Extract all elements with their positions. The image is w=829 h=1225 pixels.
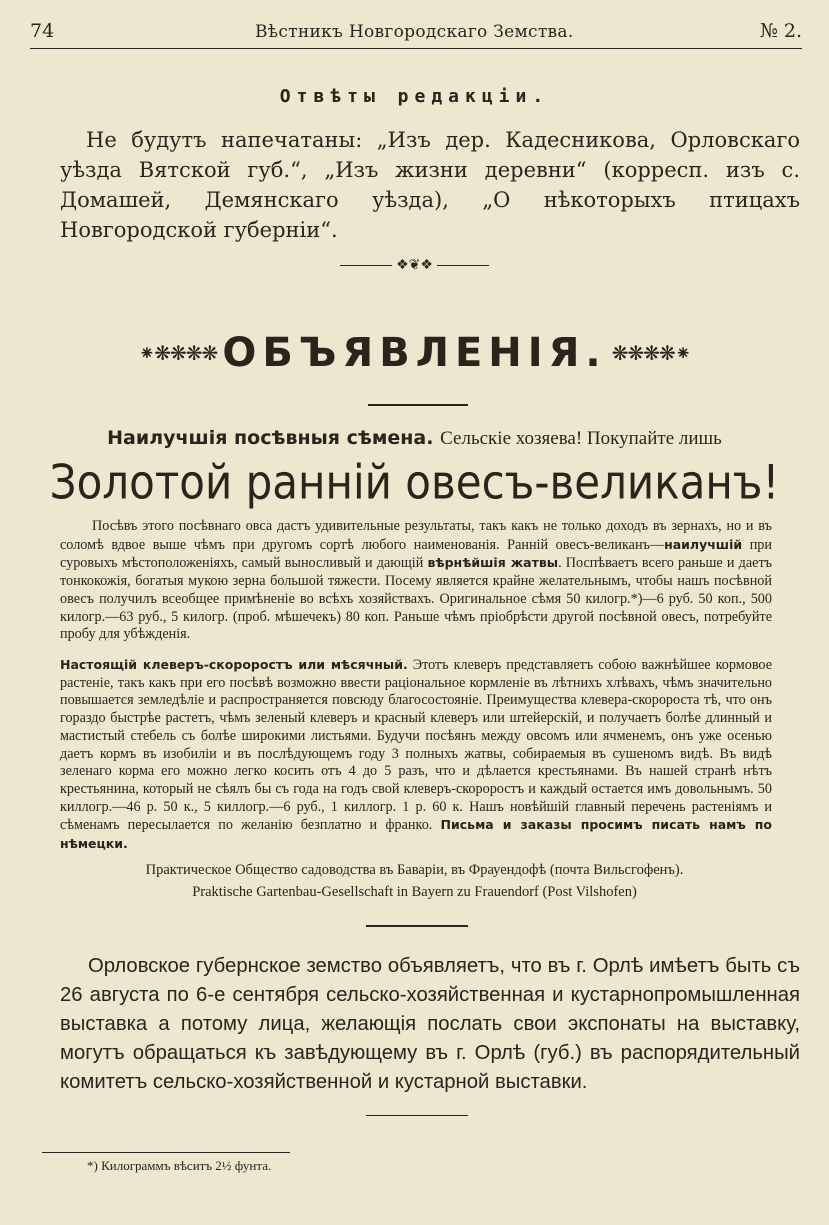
small-ornament: ❖❦❖: [0, 257, 829, 273]
left-ornament: ⁕❋❋❋❋: [138, 341, 218, 365]
ads-heading: ОБЪЯВЛЕНІЯ.: [222, 330, 607, 376]
orel-notice-text: Орловское губернское земство объявляетъ, что въ г. Орлѣ имѣетъ быть съ 26 августа по 6-е сентября сельско-хозяйственная и кустарнопромышленная выставка а потому лица, желающія послать свои экспонаты на выставку, могутъ обращаться къ завѣдующему въ г. Орлѣ (губ.) въ распорядительный комитетъ сельско-хозяйственной и кустарной выставки.: [60, 955, 800, 1093]
oat-text-2: при суровыхъ мѣстоположеніяхъ, самый выносливый и дающій: [60, 536, 772, 572]
right-ornament: ❋❋❋❋⁕: [611, 341, 691, 365]
oat-text-1: Посѣвъ этого посѣвнаго овса дастъ удивительные результаты, такъ какъ не только доходъ въ зернахъ, но и въ соломѣ вдвое выше чѣмъ при другомъ сортѣ любого наименованія. Ранній овесъ-великанъ—: [60, 518, 772, 553]
seed-line: [0, 425, 829, 450]
page-header: [30, 20, 802, 46]
clover-heading: Настоящій клеверъ-скороростъ или мѣсячный.: [60, 657, 408, 672]
oat-title: Золотой ранній овесъ-великанъ!: [49, 455, 780, 510]
footnote: *) Килограммъ вѣситъ 2½ фунта.: [87, 1158, 272, 1173]
oat-description: [60, 518, 772, 644]
oat-bold-2: вѣрнѣйшія жатвы: [427, 555, 559, 571]
oat-text-3: . Поспѣваетъ всего раньше и даетъ тонкокожія, богатыя мукою зерна большой тяжести. Посему является крайне желательнымъ, чтобы нашъ посѣвной овесъ получилъ всеобщее примѣненіе во всѣхъ хозяйствахъ. Оригинальное сѣмя 50 килогр.*)—6 руб. 50 коп., 500 килогр.—63 руб., 5 килогр. (проб. мѣшечекъ) 80 коп. Раньше чѣмъ пріобрѣсти другой посѣвной овесъ, потребуйте пробу для убѣжденія.: [60, 555, 772, 643]
editorial-heading: Отвѣты редакціи.: [279, 86, 550, 107]
clover-text: Этотъ клеверъ представляетъ собою важнѣйшее кормовое растеніе, такъ какъ при его посѣвѣ возможно ввести раціональное кормленіе въ лѣтнихъ хлѣвахъ, чѣмъ значительно повышается земледѣліе и распространяется повсюду благосостояніе. Преимущества клевера-скоророста тѣ, что онъ гораздо быстрѣе растетъ, чѣмъ зеленый клеверъ и красный клеверъ или штейерскій, и получаетъ болѣе длинный и мастистый стебель съ болѣе широкими листьями. Будучи посѣянъ между овсомъ или ячменемъ, онъ уже осенью даетъ кормъ въ изобиліи и въ послѣдующемъ году 3 полныхъ жатвы, собираемыя въ сушеномъ видѣ. Въ видѣ зеленаго корма его можно легко косить отъ 4 до 5 разъ, что и дѣлается крестьянами. Въ нашей странѣ нѣтъ крестьянина, который не сѣялъ бы съ года на годъ свой клеверъ-скороростъ и каждый остается имъ довольнымъ. 50 киллогр.—46 р. 50 к., 5 киллогр.—6 руб., 1 киллогр. 1 р. 60 к. Нашъ новѣйшій главный перечень растеніямъ и сѣменамъ пересылается по желанію безплатно и франко.: [60, 657, 772, 834]
seed-appeal: Сельскіе хозяева! Покупайте лишь: [440, 428, 722, 449]
journal-title: Вѣстникъ Новгородскаго Земства.: [255, 22, 574, 42]
footnote-rule: [42, 1152, 290, 1153]
society-russian: Практическое Общество садоводства въ Баваріи, въ Фрауендофѣ (почта Вильсгофенъ).: [145, 862, 684, 878]
oat-bold-1: наилучшій: [664, 536, 743, 552]
divider-rule-2: [366, 925, 468, 927]
header-rule: [30, 48, 802, 49]
page-number: 74: [30, 20, 55, 42]
issue-number: № 2.: [759, 20, 802, 42]
seed-heading: Наилучшія посѣвныя сѣмена.: [107, 427, 434, 449]
clover-order-note: Письма и заказы просимъ писать намъ по нѣмецки.: [60, 817, 772, 852]
divider-rule-3: [366, 1115, 468, 1116]
clover-description: [60, 656, 772, 854]
editorial-text: Не будутъ напечатаны: „Изъ дер. Кадесникова, Орловскаго уѣзда Вятской губ.“, „Изъ жизни деревни“ (корресп. изъ с. Домашей, Демянскаго уѣзда), „О нѣкоторыхъ птицахъ Новгородской губерніи“.: [60, 128, 800, 242]
ads-heading-row: [0, 330, 829, 376]
society-german: Praktische Gartenbau-Gesellschaft in Bayern zu Frauendorf (Post Vilshofen): [192, 884, 637, 900]
divider-rule: [368, 404, 468, 406]
orel-notice: [60, 952, 800, 1097]
